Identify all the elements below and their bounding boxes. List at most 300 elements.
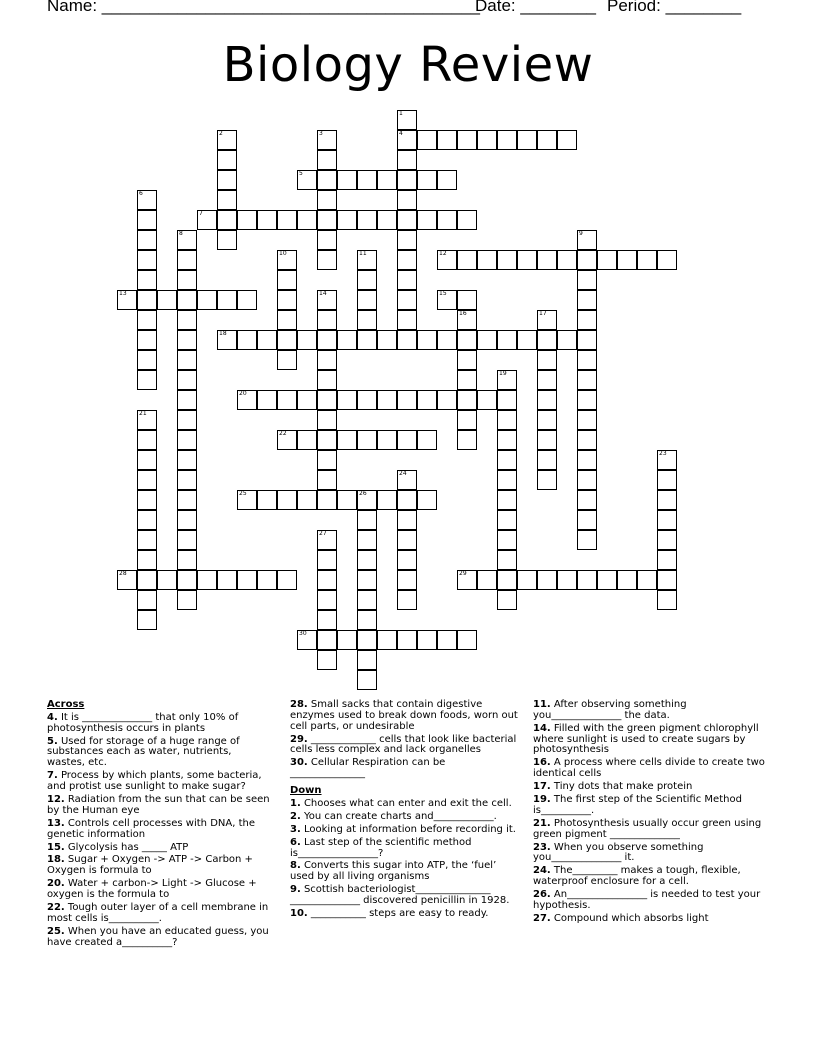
crossword-cell[interactable] bbox=[377, 630, 397, 650]
crossword-cell[interactable] bbox=[257, 490, 277, 510]
crossword-cell[interactable] bbox=[457, 250, 477, 270]
crossword-cell[interactable] bbox=[137, 290, 157, 310]
crossword-cell[interactable] bbox=[417, 390, 437, 410]
crossword-cell[interactable] bbox=[477, 330, 497, 350]
clue-number: 4. bbox=[47, 711, 58, 723]
clue-number: 26. bbox=[533, 889, 551, 901]
clue-text: When you observe something you______________ it. bbox=[533, 841, 704, 864]
crossword-cell[interactable] bbox=[177, 530, 197, 550]
crossword-cell[interactable] bbox=[237, 210, 257, 230]
crossword-cell[interactable] bbox=[277, 350, 297, 370]
clue-number-label: 1 bbox=[399, 110, 403, 117]
crossword-cell[interactable] bbox=[417, 330, 437, 350]
crossword-cell[interactable] bbox=[177, 430, 197, 450]
crossword-cell[interactable] bbox=[237, 290, 257, 310]
crossword-cell[interactable] bbox=[637, 250, 657, 270]
crossword-cell[interactable] bbox=[277, 210, 297, 230]
crossword-cell[interactable] bbox=[437, 170, 457, 190]
crossword-cell[interactable] bbox=[457, 130, 477, 150]
clue-item bbox=[290, 735, 518, 757]
crossword-cell[interactable] bbox=[397, 190, 417, 210]
crossword-cell[interactable] bbox=[157, 290, 177, 310]
crossword-cell[interactable] bbox=[497, 510, 517, 530]
crossword-cell[interactable] bbox=[577, 490, 597, 510]
crossword-cell[interactable] bbox=[237, 330, 257, 350]
crossword-cell[interactable] bbox=[177, 590, 197, 610]
crossword-cell[interactable] bbox=[497, 250, 517, 270]
crossword-cell[interactable] bbox=[657, 590, 677, 610]
crossword-cell[interactable] bbox=[357, 650, 377, 670]
crossword-cell[interactable] bbox=[417, 630, 437, 650]
clue-item bbox=[290, 825, 518, 836]
crossword-cell[interactable] bbox=[577, 570, 597, 590]
crossword-cell[interactable] bbox=[477, 390, 497, 410]
clue-number-label: 29 bbox=[459, 570, 467, 577]
clue-number-label: 28 bbox=[119, 570, 127, 577]
crossword-cell[interactable] bbox=[397, 570, 417, 590]
crossword-cell[interactable] bbox=[317, 170, 337, 190]
crossword-cell[interactable] bbox=[197, 290, 217, 310]
clue-number: 10. bbox=[290, 908, 308, 920]
crossword-cell[interactable] bbox=[217, 570, 237, 590]
crossword-cell[interactable] bbox=[397, 230, 417, 250]
crossword-cell[interactable] bbox=[337, 490, 357, 510]
crossword-cell[interactable] bbox=[137, 250, 157, 270]
crossword-cell[interactable] bbox=[597, 250, 617, 270]
clue-text: Process by which plants, some bacteria, and protist use sunlight to make sugar? bbox=[47, 770, 262, 792]
crossword-cell[interactable] bbox=[537, 370, 557, 390]
crossword-cell[interactable] bbox=[457, 290, 477, 310]
clue-number-label: 8 bbox=[179, 230, 183, 237]
clue-text: Compound which absorbs light bbox=[553, 913, 709, 925]
clue-item bbox=[533, 866, 765, 888]
crossword-cell[interactable] bbox=[537, 430, 557, 450]
crossword-cell[interactable] bbox=[357, 550, 377, 570]
crossword-cell[interactable] bbox=[277, 270, 297, 290]
clue-text: A process where cells divide to create two identical cells bbox=[533, 757, 765, 780]
crossword-cell[interactable] bbox=[277, 570, 297, 590]
crossword-cell[interactable] bbox=[397, 590, 417, 610]
crossword-cell[interactable] bbox=[497, 390, 517, 410]
crossword-cell[interactable] bbox=[537, 450, 557, 470]
crossword-cell[interactable] bbox=[437, 210, 457, 230]
crossword-cell[interactable] bbox=[457, 410, 477, 430]
crossword-cell[interactable] bbox=[257, 570, 277, 590]
crossword-cell[interactable] bbox=[137, 210, 157, 230]
crossword-cell[interactable] bbox=[317, 390, 337, 410]
crossword-cell[interactable] bbox=[397, 250, 417, 270]
crossword-cell[interactable] bbox=[337, 390, 357, 410]
crossword-cell[interactable] bbox=[577, 510, 597, 530]
clue-number-label: 11 bbox=[359, 250, 367, 257]
crossword-cell[interactable] bbox=[137, 230, 157, 250]
crossword-cell[interactable] bbox=[397, 310, 417, 330]
crossword-cell[interactable] bbox=[197, 570, 217, 590]
clue-heading-across: Across bbox=[47, 699, 85, 710]
crossword-cell[interactable] bbox=[177, 350, 197, 370]
crossword-cell[interactable] bbox=[237, 570, 257, 590]
crossword-cell[interactable] bbox=[317, 150, 337, 170]
clue-item bbox=[290, 838, 518, 860]
crossword-cell[interactable] bbox=[317, 450, 337, 470]
crossword-cell[interactable] bbox=[577, 350, 597, 370]
crossword-cell[interactable] bbox=[377, 390, 397, 410]
crossword-cell[interactable] bbox=[137, 350, 157, 370]
clue-text: Photosynthesis usually occur green using green pigment ______________ bbox=[533, 817, 762, 840]
crossword-cell[interactable] bbox=[217, 290, 237, 310]
crossword-cell[interactable] bbox=[537, 330, 557, 350]
crossword-cell[interactable] bbox=[497, 130, 517, 150]
crossword-cell[interactable] bbox=[657, 570, 677, 590]
crossword-cell[interactable] bbox=[277, 390, 297, 410]
crossword-cell[interactable] bbox=[397, 170, 417, 190]
crossword-cell[interactable] bbox=[357, 390, 377, 410]
crossword-cell[interactable] bbox=[137, 550, 157, 570]
crossword-cell[interactable] bbox=[317, 330, 337, 350]
crossword-cell[interactable] bbox=[357, 310, 377, 330]
crossword-cell[interactable] bbox=[217, 190, 237, 210]
crossword-cell[interactable] bbox=[137, 510, 157, 530]
crossword-cell[interactable] bbox=[177, 250, 197, 270]
crossword-cell[interactable] bbox=[177, 390, 197, 410]
crossword-cell[interactable] bbox=[377, 330, 397, 350]
crossword-cell[interactable] bbox=[177, 450, 197, 470]
crossword-cell[interactable] bbox=[317, 370, 337, 390]
crossword-cell[interactable] bbox=[137, 330, 157, 350]
clue-number-label: 3 bbox=[319, 130, 323, 137]
crossword-cell[interactable] bbox=[317, 630, 337, 650]
clue-number: 9. bbox=[290, 884, 301, 896]
crossword-cell[interactable] bbox=[277, 330, 297, 350]
crossword-cell[interactable] bbox=[497, 570, 517, 590]
crossword-cell[interactable] bbox=[497, 530, 517, 550]
crossword-cell[interactable] bbox=[177, 310, 197, 330]
crossword-cell[interactable] bbox=[317, 250, 337, 270]
clue-item bbox=[533, 700, 765, 722]
clue-column-2 bbox=[290, 700, 518, 922]
crossword-cell[interactable] bbox=[517, 330, 537, 350]
clue-number: 15. bbox=[47, 841, 65, 853]
crossword-cell[interactable] bbox=[417, 130, 437, 150]
crossword-cell[interactable] bbox=[317, 190, 337, 210]
crossword-cell[interactable] bbox=[137, 310, 157, 330]
crossword-cell[interactable] bbox=[217, 170, 237, 190]
clue-text: Cellular Respiration can be _______________ bbox=[290, 757, 446, 780]
crossword-cell[interactable] bbox=[397, 630, 417, 650]
crossword-cell[interactable] bbox=[317, 310, 337, 330]
clue-text: Tough outer layer of a cell membrane in most cells is__________. bbox=[47, 902, 269, 924]
crossword-cell[interactable] bbox=[657, 250, 677, 270]
crossword-cell[interactable] bbox=[397, 510, 417, 530]
crossword-cell[interactable] bbox=[397, 490, 417, 510]
crossword-cell[interactable] bbox=[177, 330, 197, 350]
crossword-cell[interactable] bbox=[577, 470, 597, 490]
crossword-cell[interactable] bbox=[177, 510, 197, 530]
crossword-cell[interactable] bbox=[557, 130, 577, 150]
crossword-cell[interactable] bbox=[497, 490, 517, 510]
crossword-cell[interactable] bbox=[337, 170, 357, 190]
clue-number: 14. bbox=[533, 722, 551, 734]
crossword-cell[interactable] bbox=[557, 250, 577, 270]
crossword-cell[interactable] bbox=[437, 130, 457, 150]
crossword-cell[interactable] bbox=[377, 210, 397, 230]
crossword-cell[interactable] bbox=[317, 210, 337, 230]
crossword-cell[interactable] bbox=[577, 310, 597, 330]
clue-number-label: 15 bbox=[439, 290, 447, 297]
clue-text: Last step of the scientific method is________________? bbox=[290, 836, 472, 859]
crossword-cell[interactable] bbox=[417, 170, 437, 190]
crossword-cell[interactable] bbox=[457, 390, 477, 410]
crossword-cell[interactable] bbox=[397, 270, 417, 290]
crossword-cell[interactable] bbox=[397, 390, 417, 410]
clue-item bbox=[47, 713, 272, 735]
crossword-cell[interactable] bbox=[497, 470, 517, 490]
crossword-cell[interactable] bbox=[317, 550, 337, 570]
crossword-cell[interactable] bbox=[137, 450, 157, 470]
clue-number-label: 10 bbox=[279, 250, 287, 257]
crossword-cell[interactable] bbox=[537, 470, 557, 490]
crossword-cell[interactable] bbox=[157, 570, 177, 590]
crossword-cell[interactable] bbox=[657, 510, 677, 530]
crossword-cell[interactable] bbox=[357, 290, 377, 310]
crossword-cell[interactable] bbox=[577, 330, 597, 350]
crossword-cell[interactable] bbox=[457, 210, 477, 230]
crossword-cell[interactable] bbox=[357, 630, 377, 650]
crossword-cell[interactable] bbox=[497, 430, 517, 450]
crossword-cell[interactable] bbox=[397, 530, 417, 550]
crossword-cell[interactable] bbox=[337, 210, 357, 230]
clue-item bbox=[47, 795, 272, 817]
crossword-cell[interactable] bbox=[457, 430, 477, 450]
clue-item bbox=[47, 879, 272, 901]
crossword-cell[interactable] bbox=[577, 290, 597, 310]
crossword-cell[interactable] bbox=[477, 130, 497, 150]
clue-number-label: 25 bbox=[239, 490, 247, 497]
crossword-cell[interactable] bbox=[177, 370, 197, 390]
crossword-cell[interactable] bbox=[457, 630, 477, 650]
crossword-cell[interactable] bbox=[357, 530, 377, 550]
crossword-cell[interactable] bbox=[657, 490, 677, 510]
crossword-cell[interactable] bbox=[457, 370, 477, 390]
crossword-cell[interactable] bbox=[457, 330, 477, 350]
crossword-cell[interactable] bbox=[377, 490, 397, 510]
crossword-cell[interactable] bbox=[137, 570, 157, 590]
crossword-cell[interactable] bbox=[597, 570, 617, 590]
crossword-cell[interactable] bbox=[177, 410, 197, 430]
clue-item bbox=[290, 758, 518, 780]
crossword-cell[interactable] bbox=[177, 490, 197, 510]
crossword-cell[interactable] bbox=[657, 530, 677, 550]
crossword-cell[interactable] bbox=[377, 430, 397, 450]
crossword-cell[interactable] bbox=[497, 590, 517, 610]
clue-number: 21. bbox=[533, 817, 551, 829]
crossword-cell[interactable] bbox=[177, 470, 197, 490]
clue-item bbox=[47, 855, 272, 877]
clue-number: 22. bbox=[47, 902, 65, 914]
crossword-cell[interactable] bbox=[277, 490, 297, 510]
crossword-cell[interactable] bbox=[557, 330, 577, 350]
crossword-cell[interactable] bbox=[397, 550, 417, 570]
crossword-cell[interactable] bbox=[317, 410, 337, 430]
crossword-cell[interactable] bbox=[337, 630, 357, 650]
crossword-cell[interactable] bbox=[357, 510, 377, 530]
clue-text: An________________ is needed to test your hypothesis. bbox=[533, 889, 761, 912]
crossword-cell[interactable] bbox=[497, 450, 517, 470]
crossword-cell[interactable] bbox=[497, 550, 517, 570]
crossword-cell[interactable] bbox=[417, 210, 437, 230]
crossword-cell[interactable] bbox=[657, 550, 677, 570]
crossword-cell[interactable] bbox=[297, 210, 317, 230]
clue-number: 24. bbox=[533, 865, 551, 877]
clue-number-label: 6 bbox=[139, 190, 143, 197]
clue-number-label: 19 bbox=[499, 370, 507, 377]
crossword-cell[interactable] bbox=[577, 410, 597, 430]
crossword-cell[interactable] bbox=[137, 490, 157, 510]
crossword-cell[interactable] bbox=[437, 330, 457, 350]
crossword-cell[interactable] bbox=[217, 230, 237, 250]
crossword-cell[interactable] bbox=[397, 290, 417, 310]
crossword-cell[interactable] bbox=[637, 570, 657, 590]
crossword-cell[interactable] bbox=[577, 530, 597, 550]
crossword-cell[interactable] bbox=[397, 430, 417, 450]
crossword-cell[interactable] bbox=[577, 450, 597, 470]
clue-text: Looking at information before recording it. bbox=[303, 823, 516, 835]
crossword-cell[interactable] bbox=[537, 410, 557, 430]
crossword-cell[interactable] bbox=[317, 430, 337, 450]
crossword-cell[interactable] bbox=[357, 270, 377, 290]
crossword-cell[interactable] bbox=[537, 570, 557, 590]
crossword-cell[interactable] bbox=[497, 410, 517, 430]
crossword-cell[interactable] bbox=[517, 250, 537, 270]
clue-number-label: 9 bbox=[579, 230, 583, 237]
crossword-cell[interactable] bbox=[437, 390, 457, 410]
crossword-cell[interactable] bbox=[577, 270, 597, 290]
clue-column-3 bbox=[533, 700, 765, 927]
crossword-cell[interactable] bbox=[357, 670, 377, 690]
crossword-cell[interactable] bbox=[297, 490, 317, 510]
crossword-cell[interactable] bbox=[577, 390, 597, 410]
crossword-cell[interactable] bbox=[357, 210, 377, 230]
crossword-cell[interactable] bbox=[257, 390, 277, 410]
crossword-cell[interactable] bbox=[137, 430, 157, 450]
crossword-cell[interactable] bbox=[477, 570, 497, 590]
clue-item bbox=[47, 927, 272, 949]
crossword-cell[interactable] bbox=[137, 590, 157, 610]
crossword-cell[interactable] bbox=[617, 570, 637, 590]
crossword-cell[interactable] bbox=[317, 490, 337, 510]
crossword-cell[interactable] bbox=[657, 470, 677, 490]
clue-item bbox=[533, 795, 765, 817]
crossword-cell[interactable] bbox=[397, 210, 417, 230]
crossword-cell[interactable] bbox=[537, 350, 557, 370]
crossword-cell[interactable] bbox=[397, 330, 417, 350]
crossword-cell[interactable] bbox=[137, 530, 157, 550]
clue-number: 5. bbox=[47, 735, 58, 747]
crossword-cell[interactable] bbox=[257, 330, 277, 350]
crossword-cell[interactable] bbox=[477, 250, 497, 270]
crossword-cell[interactable] bbox=[537, 250, 557, 270]
crossword-cell[interactable] bbox=[577, 370, 597, 390]
clue-text: Scottish bacteriologist_______________ ______________ discovered penicillin in 1928. bbox=[290, 884, 510, 907]
crossword-cell[interactable] bbox=[357, 170, 377, 190]
crossword-cell[interactable] bbox=[257, 210, 277, 230]
clue-item bbox=[47, 843, 272, 854]
crossword-cell[interactable] bbox=[417, 430, 437, 450]
crossword-cell[interactable] bbox=[317, 590, 337, 610]
clue-text: Glycolysis has _____ ATP bbox=[67, 841, 189, 853]
date-field-label: Date: ________ bbox=[475, 0, 596, 15]
crossword-cell[interactable] bbox=[177, 270, 197, 290]
clue-item bbox=[47, 903, 272, 925]
crossword-cell[interactable] bbox=[437, 630, 457, 650]
crossword-cell[interactable] bbox=[357, 590, 377, 610]
crossword-cell[interactable] bbox=[297, 430, 317, 450]
crossword-cell[interactable] bbox=[177, 570, 197, 590]
crossword-cell[interactable] bbox=[217, 210, 237, 230]
crossword-cell[interactable] bbox=[317, 470, 337, 490]
crossword-cell[interactable] bbox=[537, 390, 557, 410]
clue-item bbox=[533, 758, 765, 780]
crossword-cell[interactable] bbox=[317, 350, 337, 370]
clue-number: 25. bbox=[47, 925, 65, 937]
crossword-cell[interactable] bbox=[377, 170, 397, 190]
crossword-cell[interactable] bbox=[337, 430, 357, 450]
crossword-cell[interactable] bbox=[357, 330, 377, 350]
clue-number-label: 13 bbox=[119, 290, 127, 297]
clue-text: When you have an educated guess, you have created a__________? bbox=[47, 925, 269, 948]
crossword-cell[interactable] bbox=[557, 570, 577, 590]
crossword-cell[interactable] bbox=[397, 150, 417, 170]
crossword-cell[interactable] bbox=[357, 430, 377, 450]
crossword-cell[interactable] bbox=[337, 330, 357, 350]
crossword-cell[interactable] bbox=[317, 570, 337, 590]
crossword-cell[interactable] bbox=[277, 310, 297, 330]
crossword-cell[interactable] bbox=[357, 570, 377, 590]
clue-number: 28. bbox=[290, 699, 308, 710]
crossword-cell[interactable] bbox=[317, 610, 337, 630]
crossword-cell[interactable] bbox=[217, 150, 237, 170]
crossword-cell[interactable] bbox=[297, 330, 317, 350]
clue-number-label: 17 bbox=[539, 310, 547, 317]
crossword-cell[interactable] bbox=[577, 430, 597, 450]
crossword-cell[interactable] bbox=[617, 250, 637, 270]
crossword-cell[interactable] bbox=[277, 290, 297, 310]
crossword-cell[interactable] bbox=[537, 130, 557, 150]
clue-number-label: 26 bbox=[359, 490, 367, 497]
crossword-cell[interactable] bbox=[177, 550, 197, 570]
crossword-cell[interactable] bbox=[317, 230, 337, 250]
clue-number: 27. bbox=[533, 913, 551, 925]
crossword-cell[interactable] bbox=[177, 290, 197, 310]
clue-text: The_________ makes a tough, flexible, waterproof enclosure for a cell. bbox=[533, 865, 741, 888]
clue-item bbox=[533, 914, 765, 925]
crossword-cell[interactable] bbox=[137, 270, 157, 290]
crossword-cell[interactable] bbox=[137, 470, 157, 490]
crossword-cell[interactable] bbox=[497, 330, 517, 350]
crossword-cell[interactable] bbox=[317, 650, 337, 670]
clue-item bbox=[533, 843, 765, 865]
crossword-cell[interactable] bbox=[517, 570, 537, 590]
crossword-cell[interactable] bbox=[577, 250, 597, 270]
crossword-cell[interactable] bbox=[297, 390, 317, 410]
clue-item bbox=[533, 890, 765, 912]
crossword-cell[interactable] bbox=[137, 370, 157, 390]
crossword-cell[interactable] bbox=[357, 610, 377, 630]
crossword-cell[interactable] bbox=[417, 490, 437, 510]
crossword-cell[interactable] bbox=[517, 130, 537, 150]
crossword-cell[interactable] bbox=[457, 350, 477, 370]
crossword-cell[interactable] bbox=[137, 610, 157, 630]
